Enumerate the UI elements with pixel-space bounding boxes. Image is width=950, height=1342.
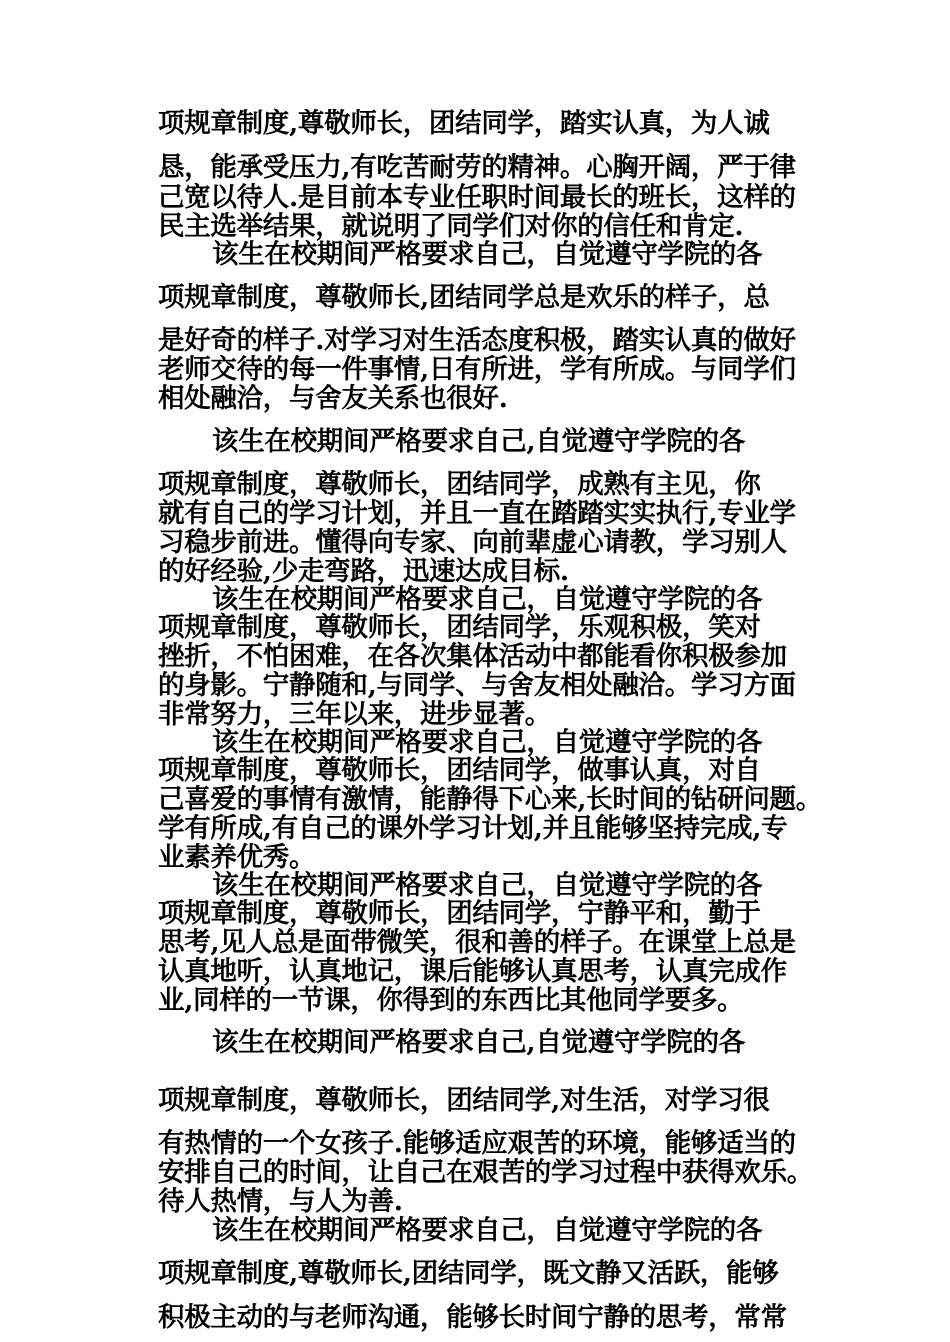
text-line: 项规章制度，尊敬师长，团结同学，成熟有主见，你 bbox=[158, 469, 761, 500]
text-line: 老师交待的每一件事情,日有所进，学有所成。与同学们 bbox=[158, 354, 796, 385]
text-line: 的好经验,少走弯路，迅速达成目标. bbox=[158, 556, 569, 587]
paragraph-first-line: 该生在校期间严格要求自己，自觉遵守学院的各 bbox=[212, 584, 763, 615]
text-line: 是好奇的样子.对学习对生活态度积极，踏实认真的做好 bbox=[158, 325, 796, 356]
text-line: 项规章制度，尊敬师长，团结同学,对生活，对学习很 bbox=[158, 1085, 770, 1116]
text-line: 习稳步前进。懂得向专家、向前辈虚心请教，学习别人 bbox=[158, 527, 787, 558]
text-line: 积极主动的与老师沟通，能够长时间宁静的思考，常常 bbox=[158, 1302, 787, 1333]
text-line: 项规章制度，尊敬师长,团结同学总是欢乐的样子，总 bbox=[158, 282, 770, 313]
text-line: 业素养优秀。 bbox=[158, 842, 316, 873]
text-line: 己喜爱的事情有激情，能静得下心来,长时间的钻研问题。 bbox=[158, 784, 822, 815]
text-line: 项规章制度，尊敬师长，团结同学，宁静平和，勤于 bbox=[158, 898, 761, 929]
text-line: 待人热情，与人为善. bbox=[158, 1186, 403, 1217]
text-line: 的身影。宁静随和,与同学、与舍友相处融洽。学习方面 bbox=[158, 670, 796, 701]
text-line: 项规章制度,尊敬师长,团结同学，既文静又活跃，能够 bbox=[158, 1258, 779, 1289]
text-line: 民主选举结果，就说明了同学们对你的信任和肯定. bbox=[158, 211, 744, 242]
paragraph-first-line: 该生在校期间严格要求自己,自觉遵守学院的各 bbox=[212, 426, 745, 457]
text-line: 项规章制度,尊敬师长，团结同学，踏实认真，为人诚 bbox=[158, 108, 770, 139]
text-line: 项规章制度，尊敬师长，团结同学，做事认真，对自 bbox=[158, 755, 761, 786]
text-line: 恳，能承受压力,有吃苦耐劳的精神。心胸开阔，严于律 bbox=[158, 152, 796, 183]
paragraph-first-line: 该生在校期间严格要求自己，自觉遵守学院的各 bbox=[212, 239, 763, 270]
text-line: 安排自己的时间，让自己在艰苦的学习过程中获得欢乐。 bbox=[158, 1157, 813, 1188]
text-line: 项规章制度，尊敬师长，团结同学，乐观积极，笑对 bbox=[158, 612, 761, 643]
text-line: 认真地听，认真地记，课后能够认真思考，认真完成作 bbox=[158, 956, 787, 987]
paragraph-first-line: 该生在校期间严格要求自己，自觉遵守学院的各 bbox=[212, 870, 763, 901]
text-line: 就有自己的学习计划，并且一直在踏踏实实执行,专业学 bbox=[158, 498, 796, 529]
text-line: 挫折，不怕困难，在各次集体活动中都能看你积极参加 bbox=[158, 641, 787, 672]
paragraph-first-line: 该生在校期间严格要求自己，自觉遵守学院的各 bbox=[212, 1215, 763, 1246]
paragraph-first-line: 该生在校期间严格要求自己，自觉遵守学院的各 bbox=[212, 727, 763, 758]
text-line: 己宽以待人.是目前本专业任职时间最长的班长，这样的 bbox=[158, 182, 796, 213]
text-line: 有热情的一个女孩子.能够适应艰苦的环境，能够适当的 bbox=[158, 1128, 796, 1159]
text-line: 非常努力，三年以来，进步显著。 bbox=[158, 699, 551, 730]
text-line: 业,同样的一节课，你得到的东西比其他同学要多。 bbox=[158, 985, 744, 1016]
text-line: 相处融洽，与舍友关系也很好. bbox=[158, 383, 508, 414]
text-line: 思考,见人总是面带微笑，很和善的样子。在课堂上总是 bbox=[158, 927, 796, 958]
text-line: 学有所成,有自己的课外学习计划,并且能够坚持完成,专 bbox=[158, 813, 788, 844]
paragraph-first-line: 该生在校期间严格要求自己,自觉遵守学院的各 bbox=[212, 1027, 745, 1058]
